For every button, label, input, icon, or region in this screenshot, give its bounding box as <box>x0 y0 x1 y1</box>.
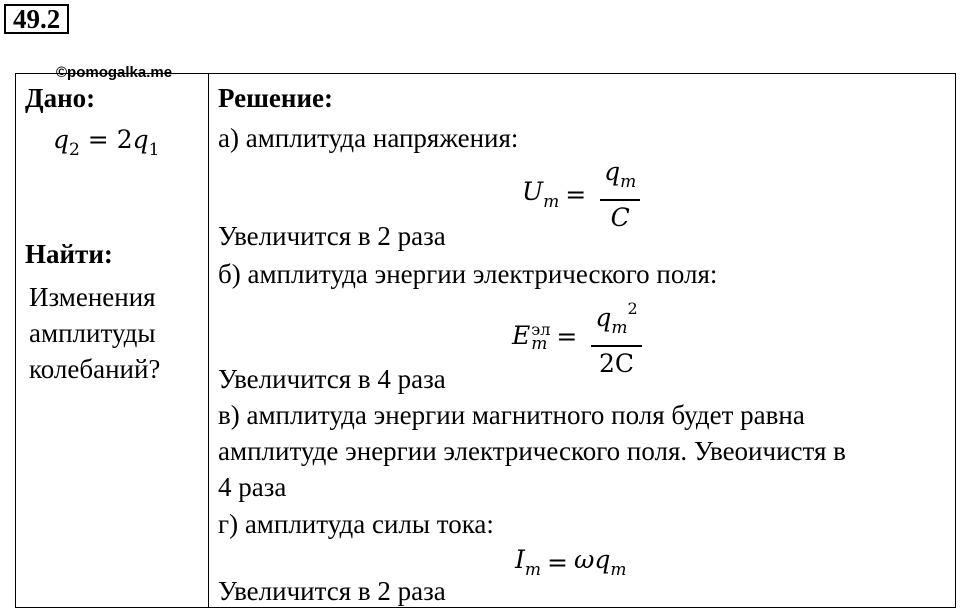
given-rhs-var: q <box>132 125 149 154</box>
given-label: Дано: <box>25 83 96 113</box>
f2-den: 2C <box>598 348 635 378</box>
given-lhs-var: q <box>53 125 70 154</box>
problem-number: 49.2 <box>4 4 69 34</box>
column-divider <box>208 73 209 608</box>
f3-q-sub: m <box>610 560 627 580</box>
f2-lhs-sup: эл <box>531 320 551 339</box>
find-text: Изменения амплитуды колебаний? <box>29 282 161 384</box>
part-d-result: Увеличится в 2 раза <box>218 576 446 606</box>
f1-num: q <box>604 157 621 186</box>
part-a-text: а) амплитуда напряжения: <box>218 123 519 153</box>
part-b-text: б) амплитуда энергии электрического поля: <box>218 259 718 289</box>
solution-label: Решение: <box>218 83 333 113</box>
f2-lhs: E <box>512 320 531 350</box>
f2-eq: = <box>556 321 578 351</box>
part-a-result: Увеличится в 2 раза <box>218 221 446 251</box>
f3-eq: = <box>547 548 568 577</box>
given-coef: 2 <box>116 125 133 154</box>
f2-num-sup: 2 <box>627 299 638 318</box>
f3-lhs: I <box>515 545 525 574</box>
part-c-line-1: в) амплитуда энергии магнитного поля будет равна <box>218 400 805 430</box>
part-c-line-2: амплитуде энергии электрического поля. Увеоичистя в <box>218 436 846 466</box>
f1-num-sub: m <box>620 172 637 192</box>
f3-omega: ω <box>573 545 595 574</box>
f1-lhs-sub: m <box>543 192 560 213</box>
f1-lhs: U <box>522 177 544 207</box>
part-d-text: г) амплитуда силы тока: <box>218 509 494 539</box>
given-eq: = <box>87 125 109 154</box>
watermark-text: ©pomogalka.me <box>56 64 173 81</box>
f2-num: q <box>595 303 612 332</box>
given-lhs-sub: 2 <box>69 140 80 160</box>
f1-fraction <box>600 157 640 233</box>
f1-den: C <box>610 202 630 232</box>
formula-electric-energy <box>512 294 642 379</box>
f3-lhs-sub: m <box>524 560 542 580</box>
f2-fraction <box>591 294 641 379</box>
f2-lhs-sub: m <box>531 334 548 354</box>
formula-current <box>515 545 627 580</box>
find-label: Найти: <box>25 239 113 269</box>
formula-voltage <box>522 157 640 233</box>
solution-column <box>218 73 948 608</box>
part-c-line-3: 4 раза <box>218 472 287 502</box>
f1-eq: = <box>565 180 587 210</box>
f3-q: q <box>594 545 611 574</box>
f2-num-sub: m <box>611 318 628 338</box>
given-rhs-sub: 1 <box>148 140 160 160</box>
part-b-result: Увеличится в 4 раза <box>218 364 446 394</box>
given-column <box>15 73 208 608</box>
given-formula <box>53 123 159 167</box>
